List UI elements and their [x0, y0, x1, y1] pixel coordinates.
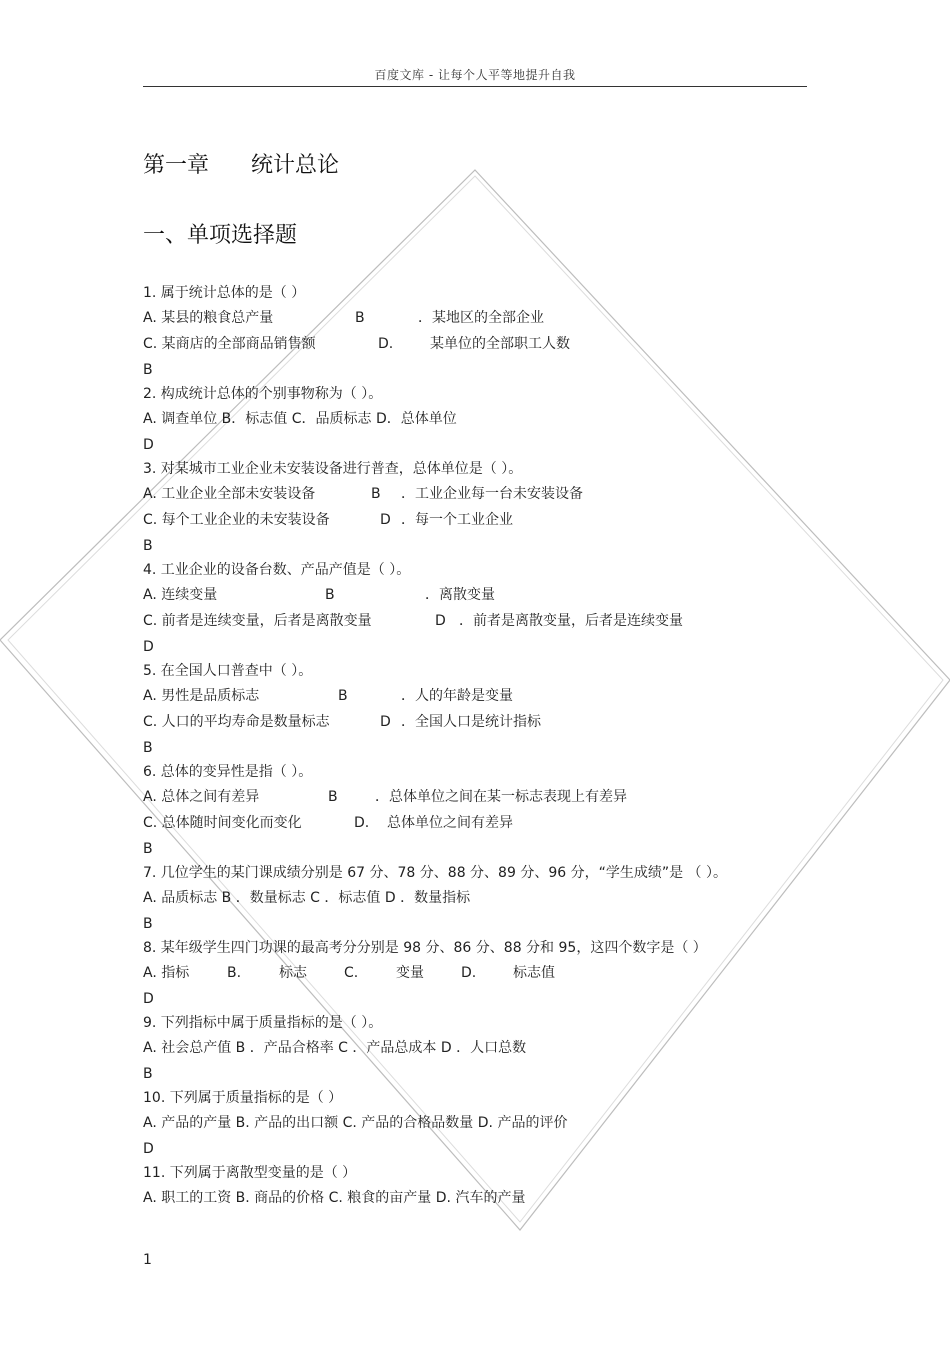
option: 变量 — [396, 965, 424, 981]
option: ．人的年龄是变量 — [401, 688, 513, 704]
question-5 — [143, 660, 823, 761]
option-label: B — [338, 688, 348, 704]
question-2 — [143, 383, 823, 458]
option-label: B — [371, 486, 381, 502]
option: A. 工业企业全部未安装设备 — [143, 486, 316, 502]
option: A. 社会总产值 B ．产品合格率 C ．产品总成本 D ．人口总数 — [143, 1040, 527, 1056]
option: ．总体单位之间在某一标志表现上有差异 — [375, 789, 627, 805]
section-title: 一、单项选择题 — [143, 223, 298, 248]
question-list — [143, 282, 823, 1211]
option-label: B. — [227, 965, 242, 981]
question-text: 1. 属于统计总体的是（ ） — [143, 285, 306, 301]
options-row — [143, 784, 823, 810]
options-row — [143, 709, 823, 735]
option: 某单位的全部职工人数 — [430, 336, 570, 352]
question-text: 6. 总体的变异性是指（ ）。 — [143, 764, 313, 780]
options-row — [143, 481, 823, 507]
question-text: 2. 构成统计总体的个别事物称为（ ）。 — [143, 386, 383, 402]
option: A. 总体之间有差异 — [143, 789, 260, 805]
option: ．前者是离散变量，后者是连续变量 — [459, 613, 683, 629]
option-label: D — [435, 613, 446, 629]
question-text: 8. 某年级学生四门功课的最高考分分别是 98 分、86 分、88 分和 95，这四个数字是（ ） — [143, 940, 707, 956]
options-row — [143, 305, 823, 331]
options-row — [143, 406, 823, 432]
question-8 — [143, 937, 823, 1012]
option: C. 前者是连续变量，后者是离散变量 — [143, 613, 372, 629]
option: ．全国人口是统计指标 — [401, 714, 541, 730]
options-row — [143, 507, 823, 533]
question-3 — [143, 458, 823, 559]
options-row — [143, 885, 823, 911]
header-divider — [143, 86, 807, 87]
question-text: 7. 几位学生的某门课成绩分别是 67 分、78 分、88 分、89 分、96 分，“学生成绩”是 （ ）。 — [143, 865, 727, 881]
answer: D — [143, 1141, 154, 1157]
option: A. 连续变量 — [143, 587, 218, 603]
question-4 — [143, 559, 823, 660]
option: ．工业企业每一台未安装设备 — [401, 486, 583, 502]
options-row — [143, 608, 823, 634]
option: A. 男性是品质标志 — [143, 688, 260, 704]
question-1 — [143, 282, 823, 383]
chapter-title: 第一章 统计总论 — [143, 153, 339, 178]
page-number: 1 — [143, 1252, 152, 1268]
options-row — [143, 683, 823, 709]
question-6 — [143, 761, 823, 862]
option-label: C. — [344, 965, 359, 981]
option: A. 指标 — [143, 965, 190, 981]
option-label: D. — [378, 336, 394, 352]
answer: D — [143, 639, 154, 655]
question-text: 5. 在全国人口普查中（ ）。 — [143, 663, 313, 679]
option-label: B — [328, 789, 338, 805]
option-label: D. — [354, 815, 370, 831]
option: A. 某县的粮食总产量 — [143, 310, 274, 326]
option: C. 人口的平均寿命是数量标志 — [143, 714, 330, 730]
option: ．每一个工业企业 — [401, 512, 513, 528]
options-row — [143, 1035, 823, 1061]
options-row — [143, 810, 823, 836]
option: A. 职工的工资 B. 商品的价格 C. 粮食的亩产量 D. 汽车的产量 — [143, 1190, 526, 1206]
answer: B — [143, 362, 153, 378]
options-row — [143, 1185, 823, 1211]
question-text: 9. 下列指标中属于质量指标的是（ ）。 — [143, 1015, 383, 1031]
question-text: 11. 下列属于离散型变量的是（ ） — [143, 1165, 357, 1181]
answer: B — [143, 740, 153, 756]
option: ．离散变量 — [425, 587, 495, 603]
answer: B — [143, 841, 153, 857]
option: C. 某商店的全部商品销售额 — [143, 336, 316, 352]
question-10 — [143, 1087, 823, 1162]
option-label: B — [325, 587, 335, 603]
option: A. 调查单位 B．标志值 C．品质标志 D．总体单位 — [143, 411, 457, 427]
question-11 — [143, 1162, 823, 1211]
option-label: D — [380, 512, 391, 528]
option: C. 每个工业企业的未安装设备 — [143, 512, 330, 528]
option-label: B — [355, 310, 365, 326]
option: A. 产品的产量 B. 产品的出口额 C. 产品的合格品数量 D. 产品的评价 — [143, 1115, 568, 1131]
options-row — [143, 582, 823, 608]
question-7 — [143, 862, 823, 937]
option: 标志 — [279, 965, 307, 981]
option-label: D. — [461, 965, 477, 981]
options-row — [143, 1110, 823, 1136]
answer: D — [143, 437, 154, 453]
page-header: 百度文库 - 让每个人平等地提升自我 — [374, 68, 576, 82]
options-row — [143, 960, 823, 986]
option: C. 总体随时间变化而变化 — [143, 815, 302, 831]
option: ．某地区的全部企业 — [418, 310, 544, 326]
question-9 — [143, 1012, 823, 1087]
question-text: 10. 下列属于质量指标的是（ ） — [143, 1090, 343, 1106]
option-label: D — [380, 714, 391, 730]
options-row — [143, 331, 823, 357]
question-text: 4. 工业企业的设备台数、产品产值是（ ）。 — [143, 562, 411, 578]
option: A. 品质标志 B ．数量标志 C ．标志值 D ．数量指标 — [143, 890, 471, 906]
answer: B — [143, 916, 153, 932]
question-text: 3. 对某城市工业企业未安装设备进行普查，总体单位是（ ）。 — [143, 461, 523, 477]
option: 总体单位之间有差异 — [387, 815, 513, 831]
option: 标志值 — [513, 965, 555, 981]
answer: D — [143, 991, 154, 1007]
answer: B — [143, 538, 153, 554]
answer: B — [143, 1066, 153, 1082]
